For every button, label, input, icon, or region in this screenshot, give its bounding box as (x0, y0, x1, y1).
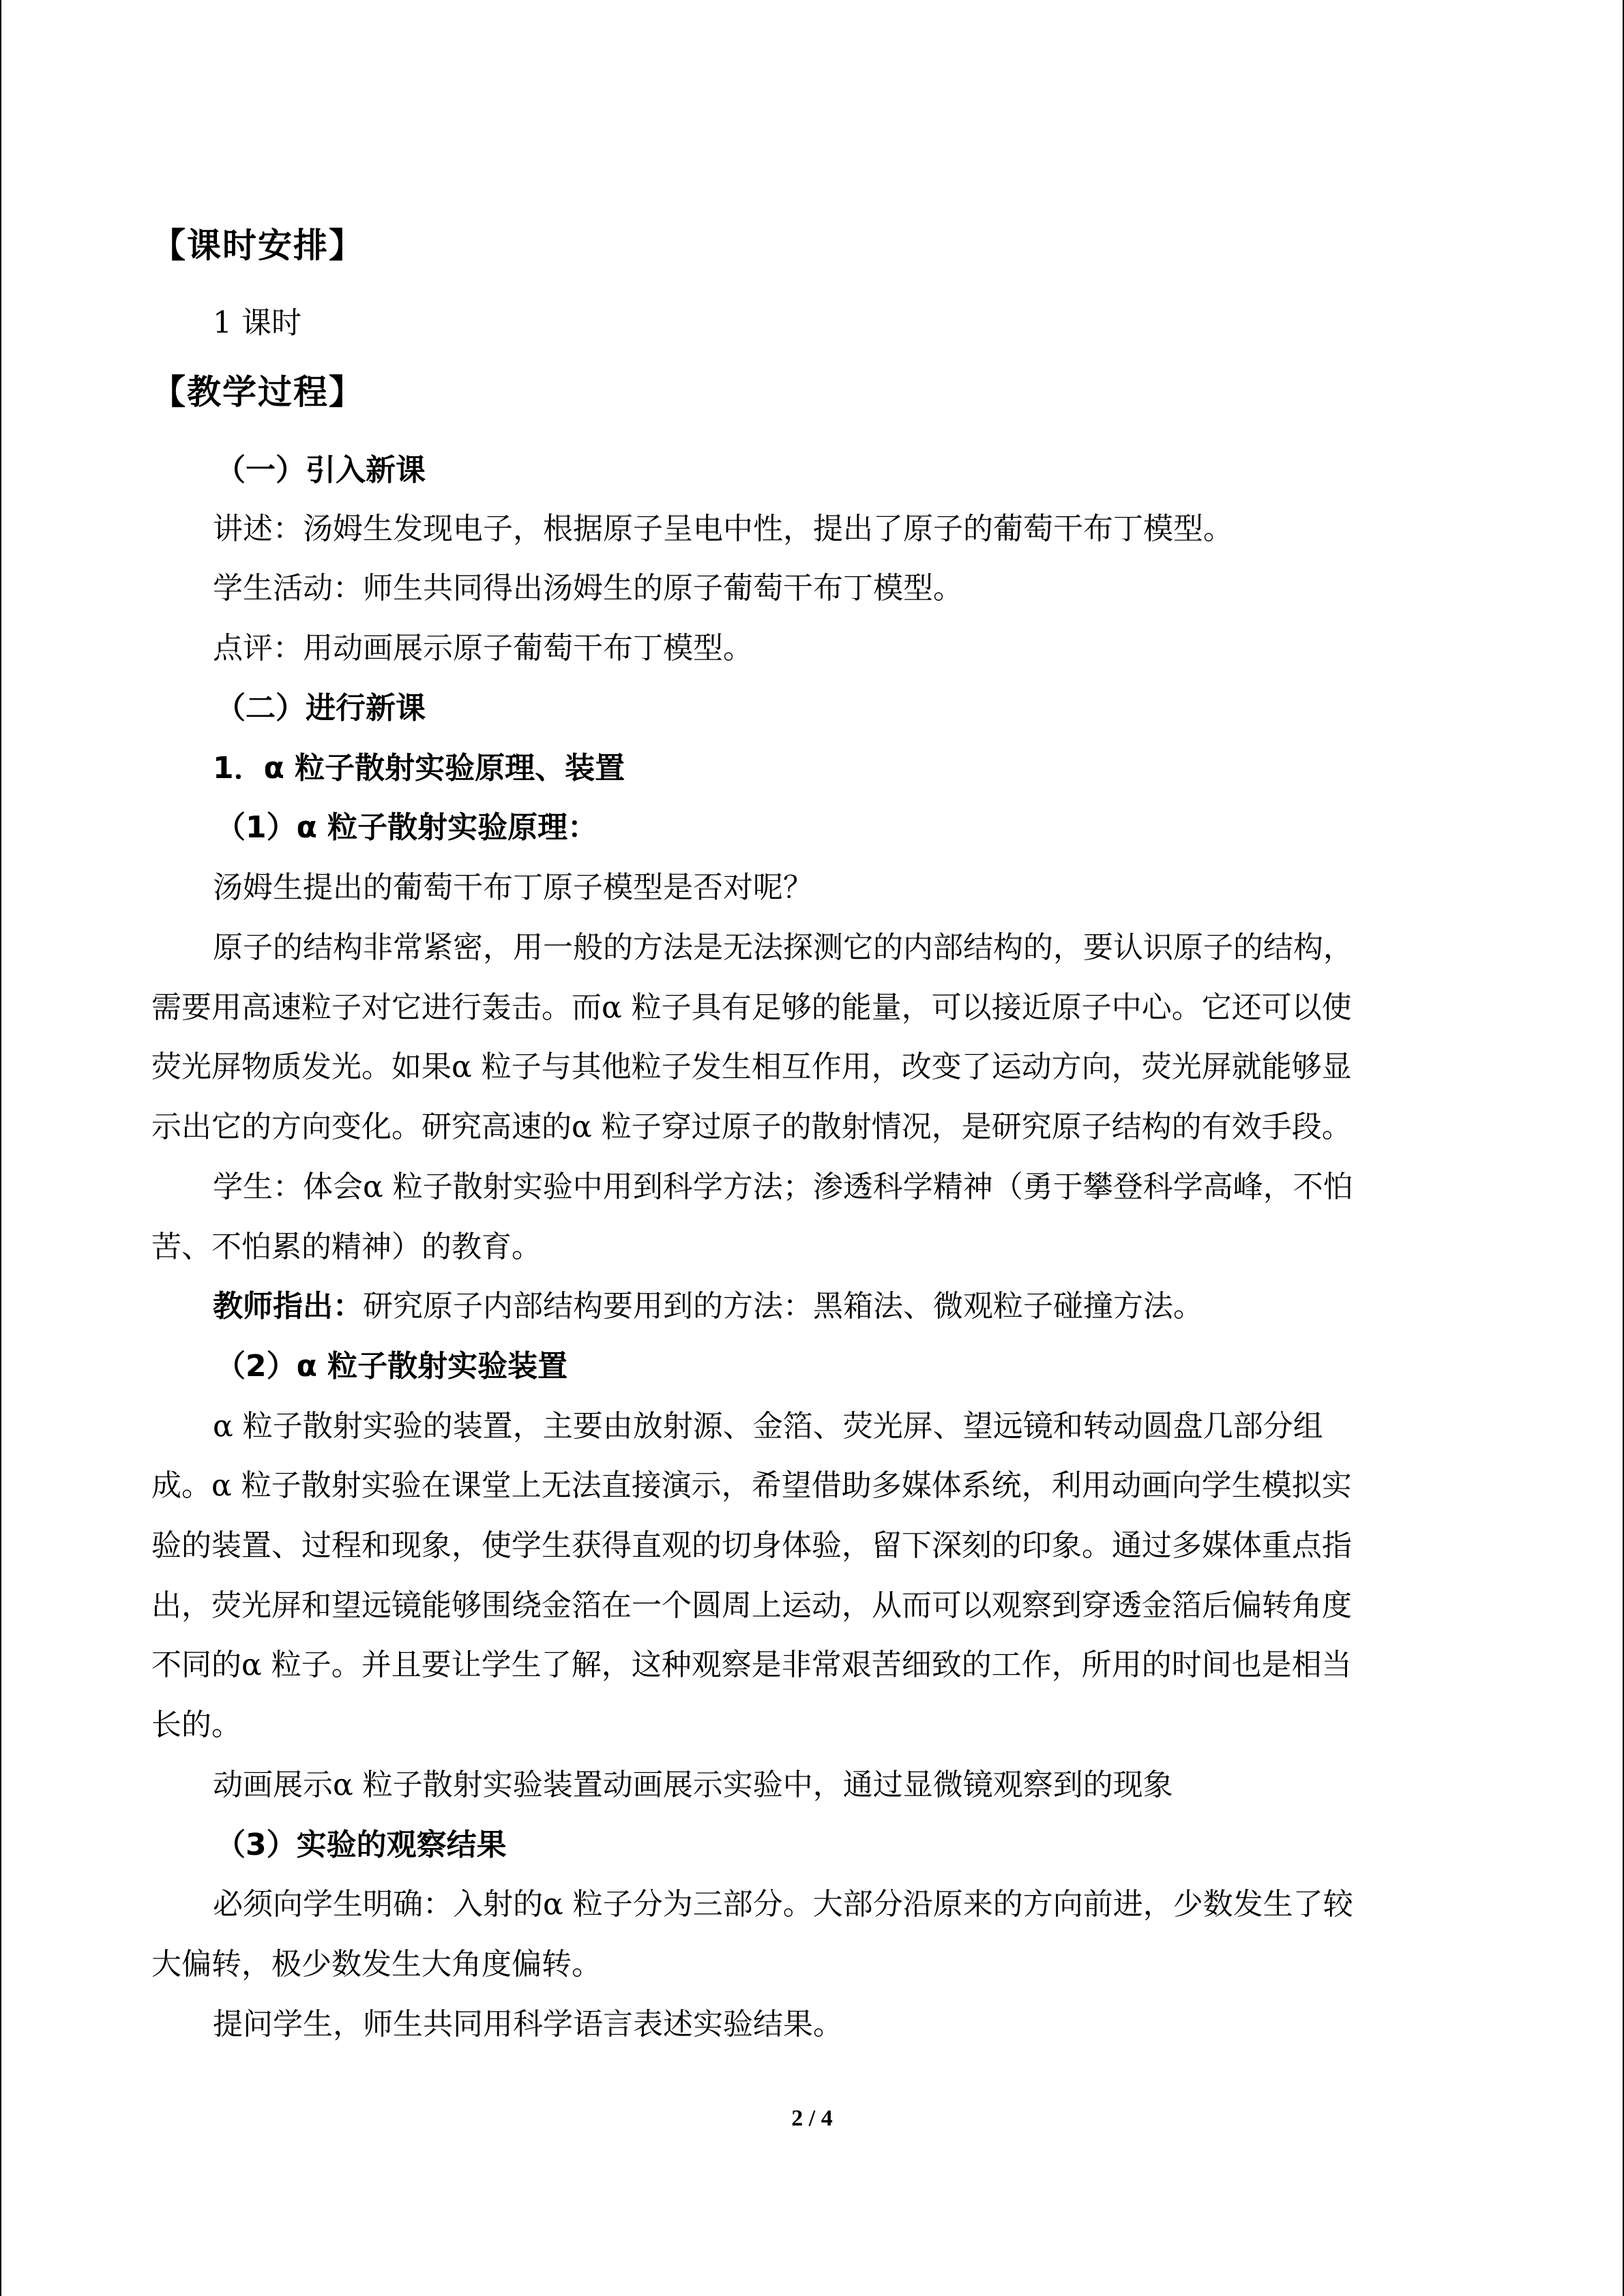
teacher-label: 教师指出： (213, 1289, 363, 1324)
subsection-1-2-title: （2）α 粒子散射实验装置 (216, 1349, 568, 1384)
paragraph-device-line-4: 出，荧光屏和望远镜能够围绕金箔在一个圆周上运动，从而可以观察到穿透金箔后偏转角度 (151, 1588, 1352, 1623)
paragraph-animation: 动画展示α 粒子散射实验装置动画展示实验中，通过显微镜观察到的现象 (213, 1768, 1173, 1802)
paragraph-result-line-2: 大偏转，极少数发生大角度偏转。 (151, 1947, 602, 1982)
schedule-text: 1 课时 (213, 305, 301, 340)
paragraph-device-line-6: 长的。 (151, 1708, 241, 1742)
paragraph-structure-line-1: 原子的结构非常紧密，用一般的方法是无法探测它的内部结构的，要认识原子的结构， (213, 930, 1353, 965)
teacher-text: 研究原子内部结构要用到的方法：黑箱法、微观粒子碰撞方法。 (363, 1289, 1203, 1324)
paragraph-device-line-2: 成。α 粒子散射实验在课堂上无法直接演示，希望借助多媒体系统，利用动画向学生模拟实 (151, 1468, 1352, 1503)
paragraph-result-line-1: 必须向学生明确：入射的α 粒子分为三部分。大部分沿原来的方向前进，少数发生了较 (213, 1887, 1353, 1922)
section-1-paragraph-1: 讲述：汤姆生发现电子，根据原子呈电中性，提出了原子的葡萄干布丁模型。 (213, 511, 1233, 546)
subsection-1-title: 1．α 粒子散射实验原理、装置 (213, 751, 625, 786)
section-1-paragraph-3: 点评：用动画展示原子葡萄干布丁模型。 (213, 631, 753, 666)
heading-schedule: 【课时安排】 (151, 226, 364, 265)
paragraph-ask: 提问学生，师生共同用科学语言表述实验结果。 (213, 2007, 843, 2042)
paragraph-question: 汤姆生提出的葡萄干布丁原子模型是否对呢？ (213, 870, 813, 905)
section-1-paragraph-2: 学生活动：师生共同得出汤姆生的原子葡萄干布丁模型。 (213, 571, 963, 606)
paragraph-teacher (213, 1289, 1203, 1324)
page-number: 2 / 4 (791, 2106, 833, 2131)
heading-process: 【教学过程】 (151, 372, 364, 412)
paragraph-structure-line-4: 示出它的方向变化。研究高速的α 粒子穿过原子的散射情况，是研究原子结构的有效手段。 (151, 1109, 1352, 1144)
paragraph-student-line-2: 苦、不怕累的精神）的教育。 (151, 1229, 542, 1264)
subsection-1-3-title: （3）实验的观察结果 (216, 1828, 507, 1862)
paragraph-device-line-5: 不同的α 粒子。并且要让学生了解，这种观察是非常艰苦细致的工作，所用的时间也是相当 (151, 1648, 1352, 1682)
paragraph-device-line-1: α 粒子散射实验的装置，主要由放射源、金箔、荧光屏、望远镜和转动圆盘几部分组 (213, 1409, 1323, 1444)
paragraph-student-line-1: 学生：体会α 粒子散射实验中用到科学方法；渗透科学精神（勇于攀登科学高峰，不怕 (213, 1169, 1353, 1204)
paragraph-structure-line-2: 需要用高速粒子对它进行轰击。而α 粒子具有足够的能量，可以接近原子中心。它还可以使 (151, 990, 1352, 1025)
paragraph-device-line-3: 验的装置、过程和现象，使学生获得直观的切身体验，留下深刻的印象。通过多媒体重点指 (151, 1528, 1352, 1563)
subsection-1-1-title: （1）α 粒子散射实验原理： (216, 810, 598, 845)
section-2-title: （二）进行新课 (216, 691, 426, 726)
section-1-title: （一）引入新课 (216, 453, 426, 488)
paragraph-structure-line-3: 荧光屏物质发光。如果α 粒子与其他粒子发生相互作用，改变了运动方向，荧光屏就能够显 (151, 1049, 1352, 1084)
